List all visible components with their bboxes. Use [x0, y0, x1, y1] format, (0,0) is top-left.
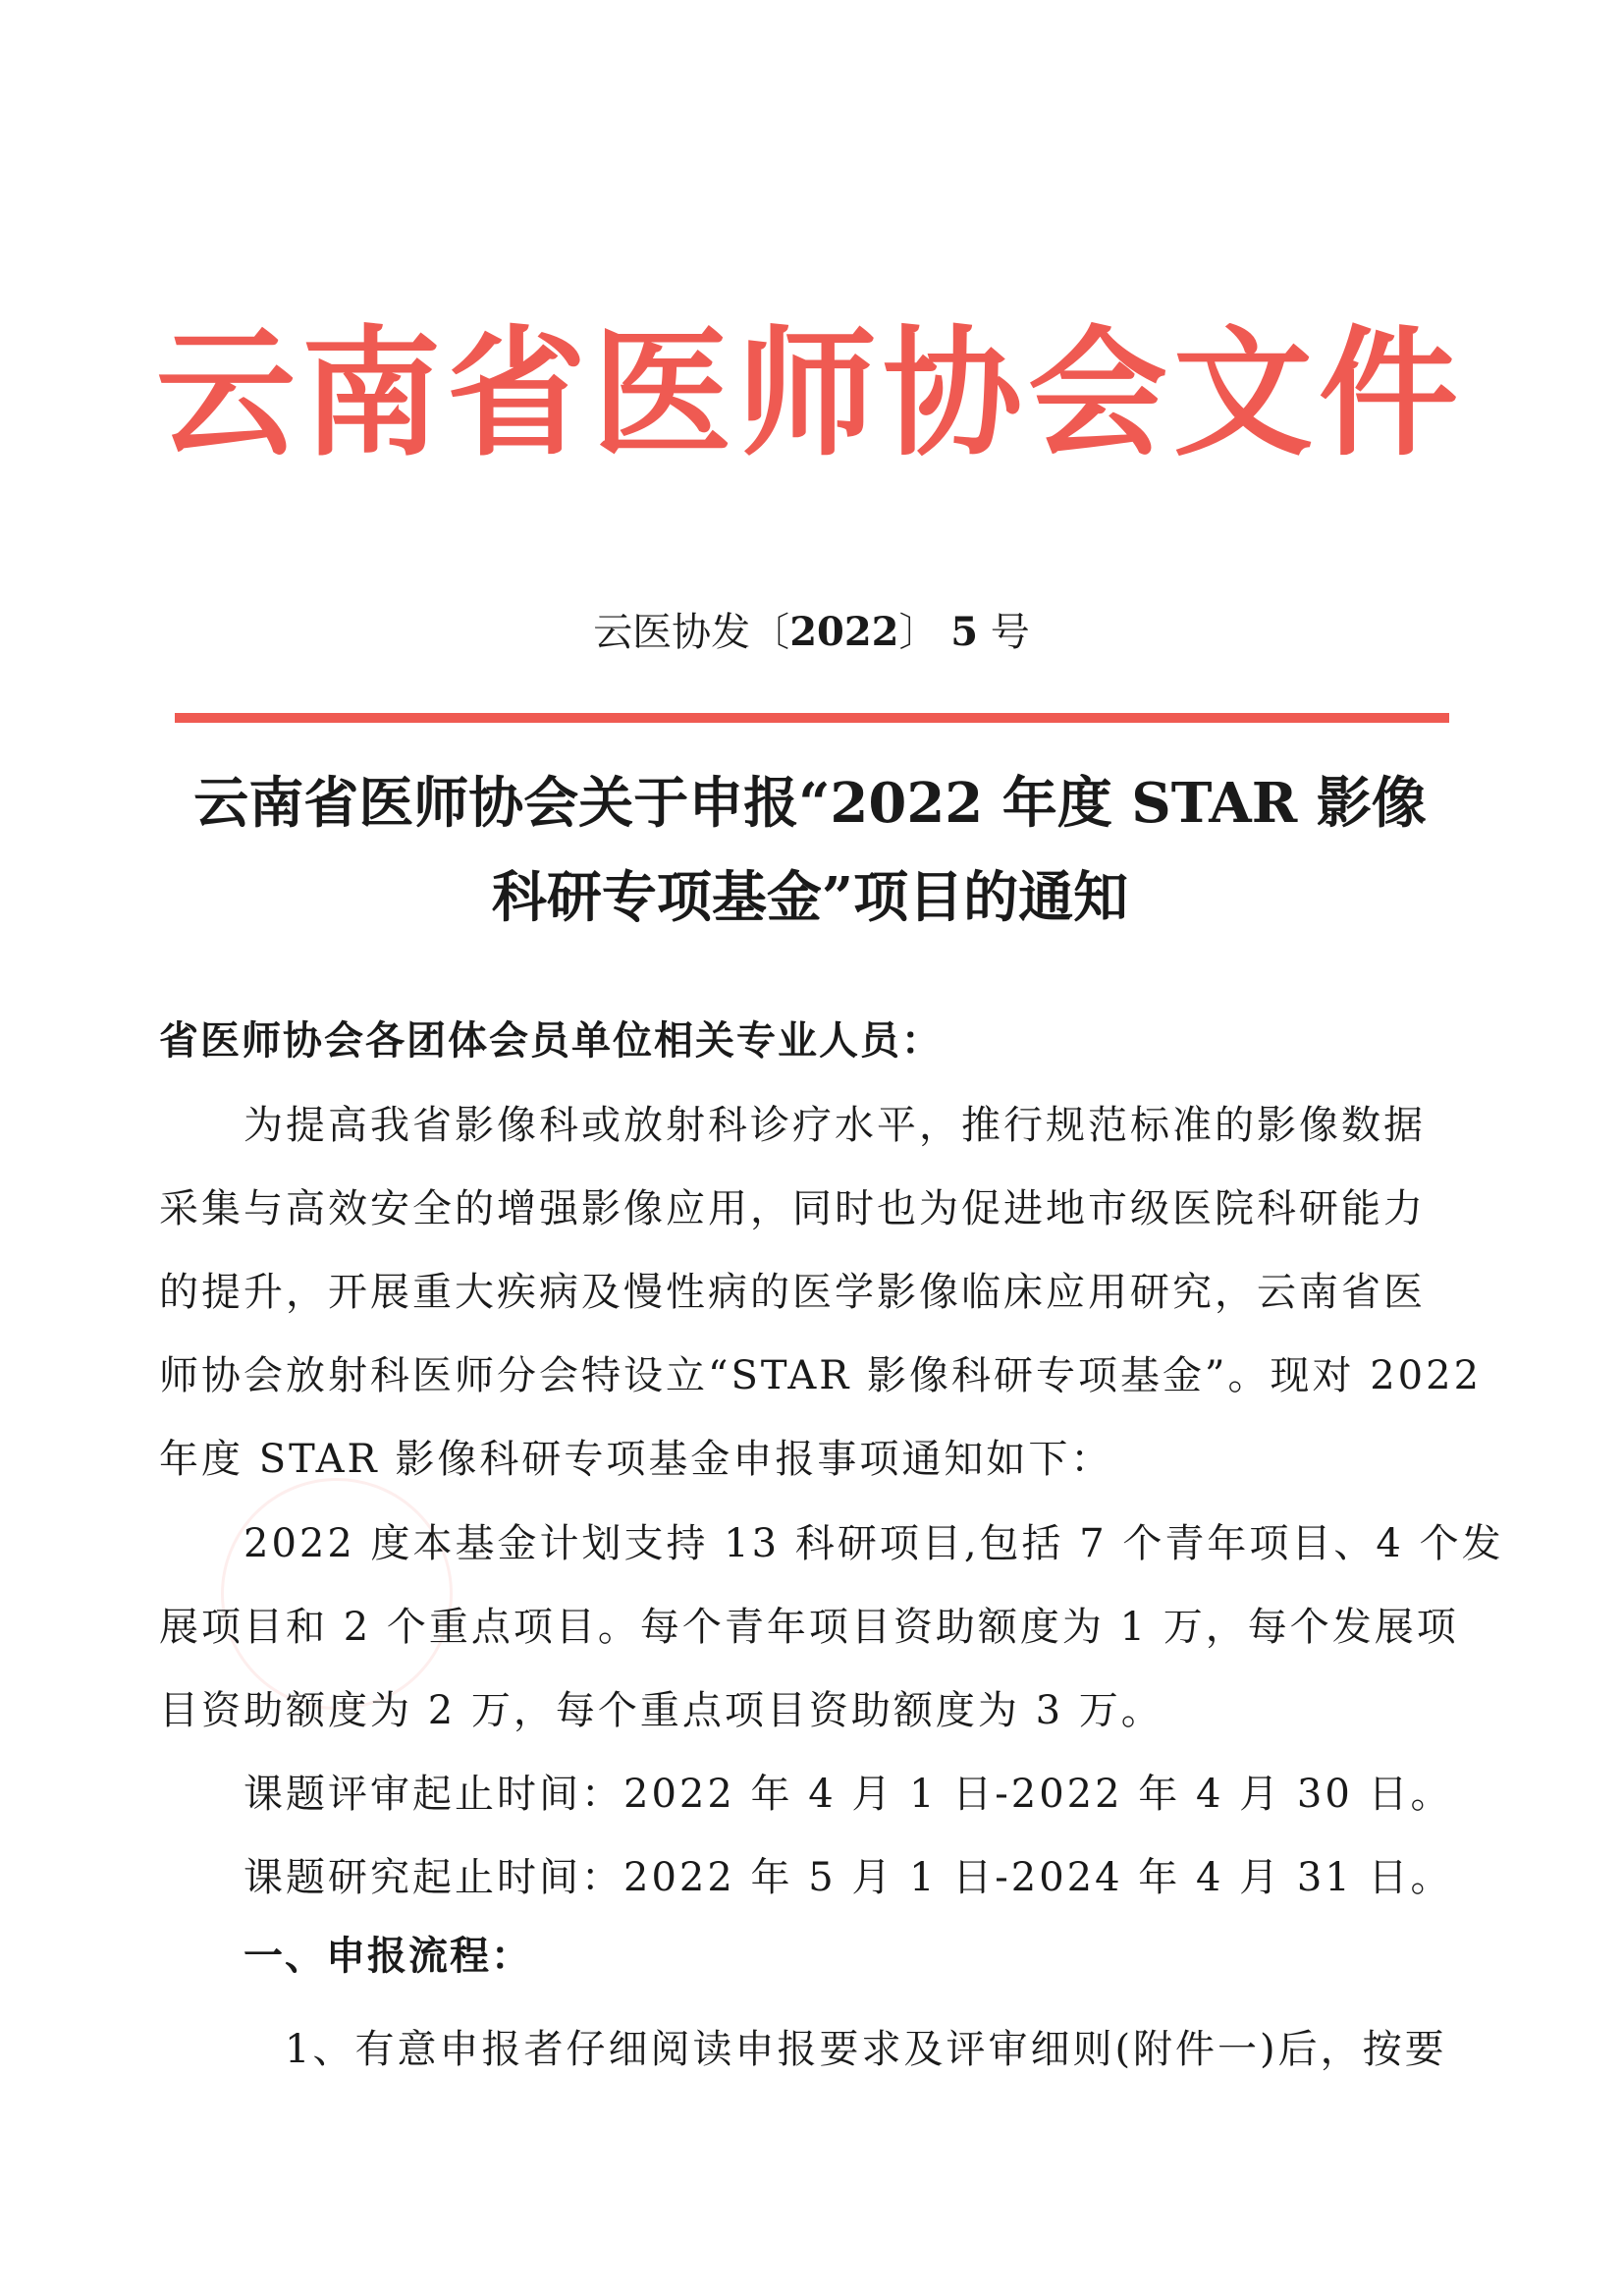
- doc-number-year: 2022: [789, 609, 899, 655]
- salutation: 省医师协会各团体会员单位相关专业人员：: [159, 1017, 943, 1064]
- process-step-1: 1、有意申报者仔细阅读申报要求及评审细则(附件一)后，按要: [285, 2027, 1447, 2072]
- paragraph-line: 采集与高效安全的增强影像应用，同时也为促进地市级医院科研能力: [159, 1186, 1426, 1231]
- doc-number-num: 5: [950, 609, 979, 655]
- review-period: 课题评审起止时间：2022 年 4 月 1 日-2022 年 4 月 30 日。: [243, 1772, 1453, 1817]
- org-document-header: 云南省医师协会文件: [156, 312, 1464, 475]
- doc-number-suffix: 号: [990, 610, 1030, 655]
- paragraph-line: 师协会放射科医师分会特设立“STAR 影像科研专项基金”。现对 2022: [159, 1353, 1483, 1398]
- research-period: 课题研究起止时间：2022 年 5 月 1 日-2024 年 4 月 31 日。: [243, 1855, 1453, 1900]
- paragraph-line: 2022 度本基金计划支持 13 科研项目,包括 7 个青年项目、4 个发: [159, 1521, 1504, 1566]
- paragraph-line: 展项目和 2 个重点项目。每个青年项目资助额度为 1 万，每个发展项: [159, 1605, 1459, 1650]
- document-number: [0, 601, 1623, 657]
- notice-title: [147, 756, 1473, 945]
- paragraph-funding: [159, 1503, 1504, 1753]
- paragraph-line: 的提升，开展重大疾病及慢性病的医学影像临床应用研究，云南省医: [159, 1270, 1426, 1315]
- notice-title-line-2: 科研专项基金”项目的通知: [491, 865, 1129, 930]
- paragraph-line: 年度 STAR 影像科研专项基金申报事项通知如下：: [159, 1437, 1113, 1482]
- paragraph-line: 目资助额度为 2 万，每个重点项目资助额度为 3 万。: [159, 1688, 1163, 1733]
- notice-title-line-1: 云南省医师协会关于申报“2022 年度 STAR 影像: [193, 771, 1427, 836]
- paragraph-purpose: [159, 1084, 1485, 1502]
- section-heading-application-process: 一、申报流程：: [243, 1933, 532, 1979]
- doc-number-mid: 〕: [898, 610, 939, 655]
- red-separator-rule: [175, 713, 1449, 723]
- paragraph-line: 为提高我省影像科或放射科诊疗水平，推行规范标准的影像数据: [159, 1103, 1426, 1148]
- doc-number-prefix: 云医协发〔: [593, 610, 790, 655]
